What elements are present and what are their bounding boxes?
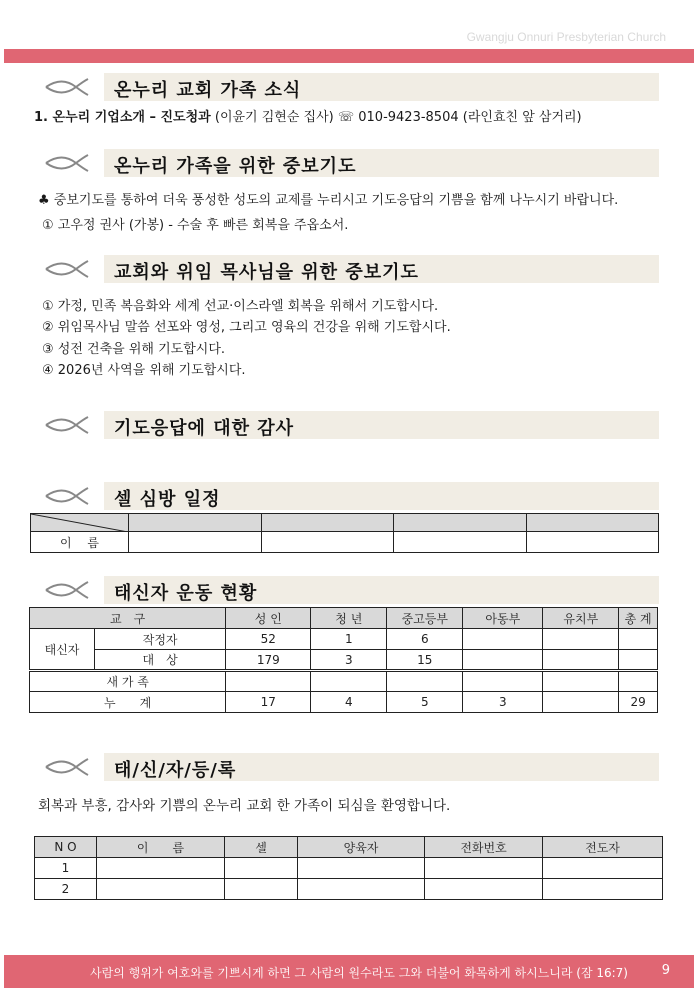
intercession-intro: ♣ 중보기도를 통하여 더욱 풍성한 성도의 교제를 누리시고 기도응답의 기쁨을 함께 나누시기 바랍니다.	[38, 193, 619, 208]
col-header: 유치부	[543, 608, 619, 629]
row-label: 대 상	[95, 650, 226, 671]
section-title: 온누리 가족을 위한 중보기도	[114, 156, 357, 177]
value-cell	[463, 650, 543, 671]
visit-name-cell	[261, 532, 394, 553]
ichthys-icon	[44, 154, 90, 172]
row-label: 작정자	[95, 629, 226, 650]
church-brand: Gwangju Onnuri Presbyterian Church	[466, 30, 666, 44]
table-row	[35, 858, 663, 879]
row-number: 2	[35, 879, 97, 900]
visit-name-cell	[526, 532, 659, 553]
col-header: 전화번호	[425, 837, 543, 858]
cell-visit-table	[30, 513, 659, 553]
family-news-item	[34, 106, 582, 125]
table-row	[35, 879, 663, 900]
prayer-item: ① 가정, 민족 복음화와 세계 선교·이스라엘 회복을 위해서 기도합시다.	[42, 299, 439, 314]
value-cell	[387, 671, 463, 692]
section-title: 태/신/자/등/록	[114, 760, 237, 781]
footer-bar	[4, 955, 694, 988]
value-cell	[463, 629, 543, 650]
business-details: (이윤기 김현순 집사) ☏ 010-9423-8504 (라인효친 앞 삼거리)	[210, 110, 582, 125]
prayer-item: ③ 성전 건축을 위해 기도합시다.	[42, 342, 226, 357]
value-cell	[226, 671, 311, 692]
value-cell: 17	[226, 692, 311, 713]
col-header: 양육자	[298, 837, 425, 858]
name-cell	[97, 879, 225, 900]
value-cell	[311, 671, 387, 692]
cell-cell	[225, 858, 298, 879]
header-bar	[4, 49, 694, 63]
col-header: 아동부	[463, 608, 543, 629]
group-label: 태신자	[30, 629, 95, 671]
col-header: N O	[35, 837, 97, 858]
value-cell: 3	[311, 650, 387, 671]
mentor-cell	[298, 858, 425, 879]
ichthys-icon	[44, 758, 90, 776]
value-cell: 52	[226, 629, 311, 650]
section-header-cell-visit	[40, 482, 660, 510]
value-cell: 5	[387, 692, 463, 713]
col-header: 교 구	[30, 608, 226, 629]
value-cell: 15	[387, 650, 463, 671]
row-label-name: 이 름	[31, 532, 129, 553]
value-cell: 179	[226, 650, 311, 671]
row-label: 새 가 족	[30, 671, 226, 692]
value-cell: 6	[387, 629, 463, 650]
col-header: 전도자	[543, 837, 663, 858]
value-cell: 29	[619, 692, 658, 713]
col-header: 셀	[225, 837, 298, 858]
page-number: 9	[661, 963, 670, 978]
prayer-item: ② 위임목사님 말씀 선포와 영성, 그리고 영육의 건강을 위해 기도합시다.	[42, 320, 451, 335]
ichthys-icon	[44, 487, 90, 505]
visit-name-cell	[394, 532, 527, 553]
section-header-intercession	[40, 149, 660, 177]
section-title: 온누리 교회 가족 소식	[114, 80, 302, 101]
visit-date-cell	[526, 514, 659, 532]
section-title: 셀 심방 일정	[114, 489, 221, 510]
name-cell	[97, 858, 225, 879]
visit-name-cell	[129, 532, 262, 553]
ichthys-icon	[44, 78, 90, 96]
section-title: 교회와 위임 목사님을 위한 중보기도	[114, 262, 419, 283]
evangelist-cell	[543, 879, 663, 900]
row-number: 1	[35, 858, 97, 879]
section-header-church-prayer	[40, 255, 660, 283]
ichthys-icon	[44, 260, 90, 278]
value-cell: 1	[311, 629, 387, 650]
section-header-thanks	[40, 411, 660, 439]
evangelist-cell	[543, 858, 663, 879]
row-label: 누 계	[30, 692, 226, 713]
prayer-item: ④ 2026년 사역을 위해 기도합시다.	[42, 363, 246, 378]
section-header-family-news	[40, 73, 660, 101]
value-cell	[543, 629, 619, 650]
ichthys-icon	[44, 581, 90, 599]
col-header: 청 년	[311, 608, 387, 629]
registration-table	[34, 836, 663, 900]
value-cell	[619, 650, 658, 671]
intercession-item: ① 고우정 권사 (가봉) - 수술 후 빠른 회복을 주옵소서.	[42, 218, 349, 233]
section-title: 태신자 운동 현황	[114, 583, 258, 604]
evangelism-table	[29, 607, 658, 713]
welcome-message: 회복과 부흥, 감사와 기쁨의 온누리 교회 한 가족이 되심을 환영합니다.	[38, 798, 451, 814]
bible-verse: 사람의 행위가 여호와를 기쁘시게 하면 그 사람의 원수라도 그와 더불어 화목하게 하시느니라 (잠 16:7)	[90, 966, 628, 980]
value-cell	[543, 692, 619, 713]
section-title: 기도응답에 대한 감사	[114, 418, 295, 439]
value-cell: 4	[311, 692, 387, 713]
visit-date-cell	[261, 514, 394, 532]
col-header: 성 인	[226, 608, 311, 629]
value-cell	[619, 629, 658, 650]
cell-cell	[225, 879, 298, 900]
section-header-registration	[40, 753, 660, 781]
value-cell: 3	[463, 692, 543, 713]
section-header-evangelism	[40, 576, 660, 604]
col-header: 총 계	[619, 608, 658, 629]
diagonal-header-cell	[31, 514, 129, 532]
phone-cell	[425, 879, 543, 900]
business-name: 1. 온누리 기업소개 – 진도청과	[34, 110, 211, 125]
phone-cell	[425, 858, 543, 879]
value-cell	[619, 671, 658, 692]
visit-date-cell	[129, 514, 262, 532]
col-header: 중고등부	[387, 608, 463, 629]
visit-date-cell	[394, 514, 527, 532]
value-cell	[543, 671, 619, 692]
ichthys-icon	[44, 416, 90, 434]
diagonal-line	[31, 514, 128, 532]
mentor-cell	[298, 879, 425, 900]
col-header: 이 름	[97, 837, 225, 858]
value-cell	[543, 650, 619, 671]
value-cell	[463, 671, 543, 692]
